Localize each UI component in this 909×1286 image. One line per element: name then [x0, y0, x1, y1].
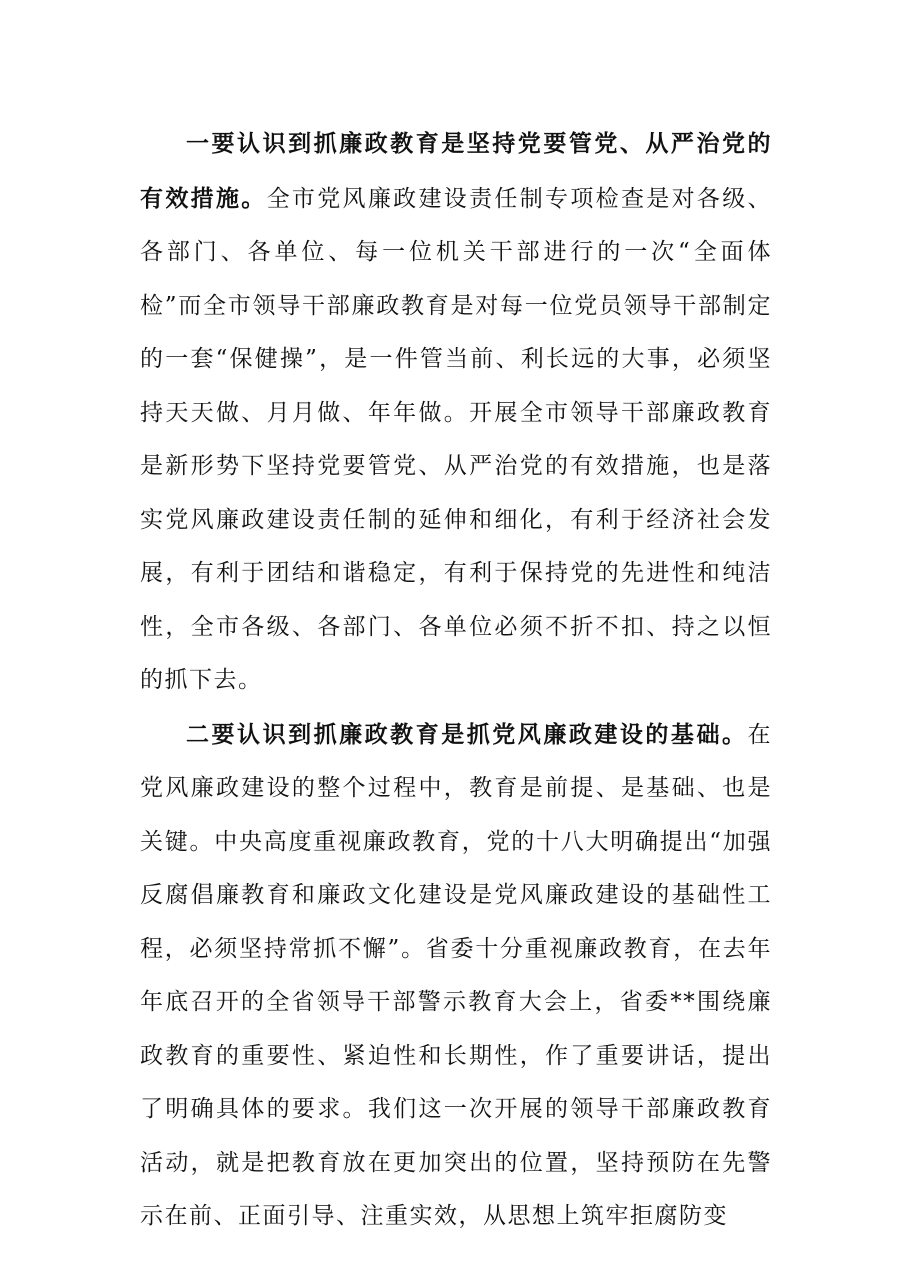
- paragraph-2: [140, 708, 772, 1244]
- paragraph-2-body: 在党风廉政建设的整个过程中，教育是前提、是基础、也是关键。中央高度重视廉政教育，党的十八大明确提出“加强反腐倡廉教育和廉政文化建设是党风廉政建设的基础性工程，必须坚持常抓不懈”。省委十分重视廉政教育，在去年年底召开的全省领导干部警示教育大会上，省委**围绕廉政教育的重要性、紧迫性和长期性，作了重要讲话，提出了明确具体的要求。我们这一次开展的领导干部廉政教育活动，就是把教育放在更加突出的位置，坚持预防在先警示在前、正面引导、注重实效，从思想上筑牢拒腐防变: [140, 721, 772, 1229]
- paragraph-2-lead: 二要认识到抓廉政教育是抓党风廉政建设的基础。: [186, 720, 748, 748]
- paragraph-1-lead: 一要认识到抓廉政教育是坚持党要管党、从严治党的有效措施。: [140, 130, 772, 212]
- paragraph-1-body: 全市党风廉政建设责任制专项检查是对各级、各部门、各单位、每一位机关干部进行的一次“全面体检”而全市领导干部廉政教育是对每一位党员领导干部制定的一套“保健操”，是一件管当前、利长远的大事，必须坚持天天做、月月做、年年做。开展全市领导干部廉政教育是新形势下坚持党要管党、从严治党的有效措施，也是落实党风廉政建设责任制的延伸和细化，有利于经济社会发展，有利于团结和谐稳定，有利于保持党的先进性和纯洁性，全市各级、各部门、各单位必须不折不扣、持之以恒的抓下去。: [140, 185, 772, 693]
- paragraph-1: [140, 117, 772, 708]
- document-page: [140, 117, 772, 1244]
